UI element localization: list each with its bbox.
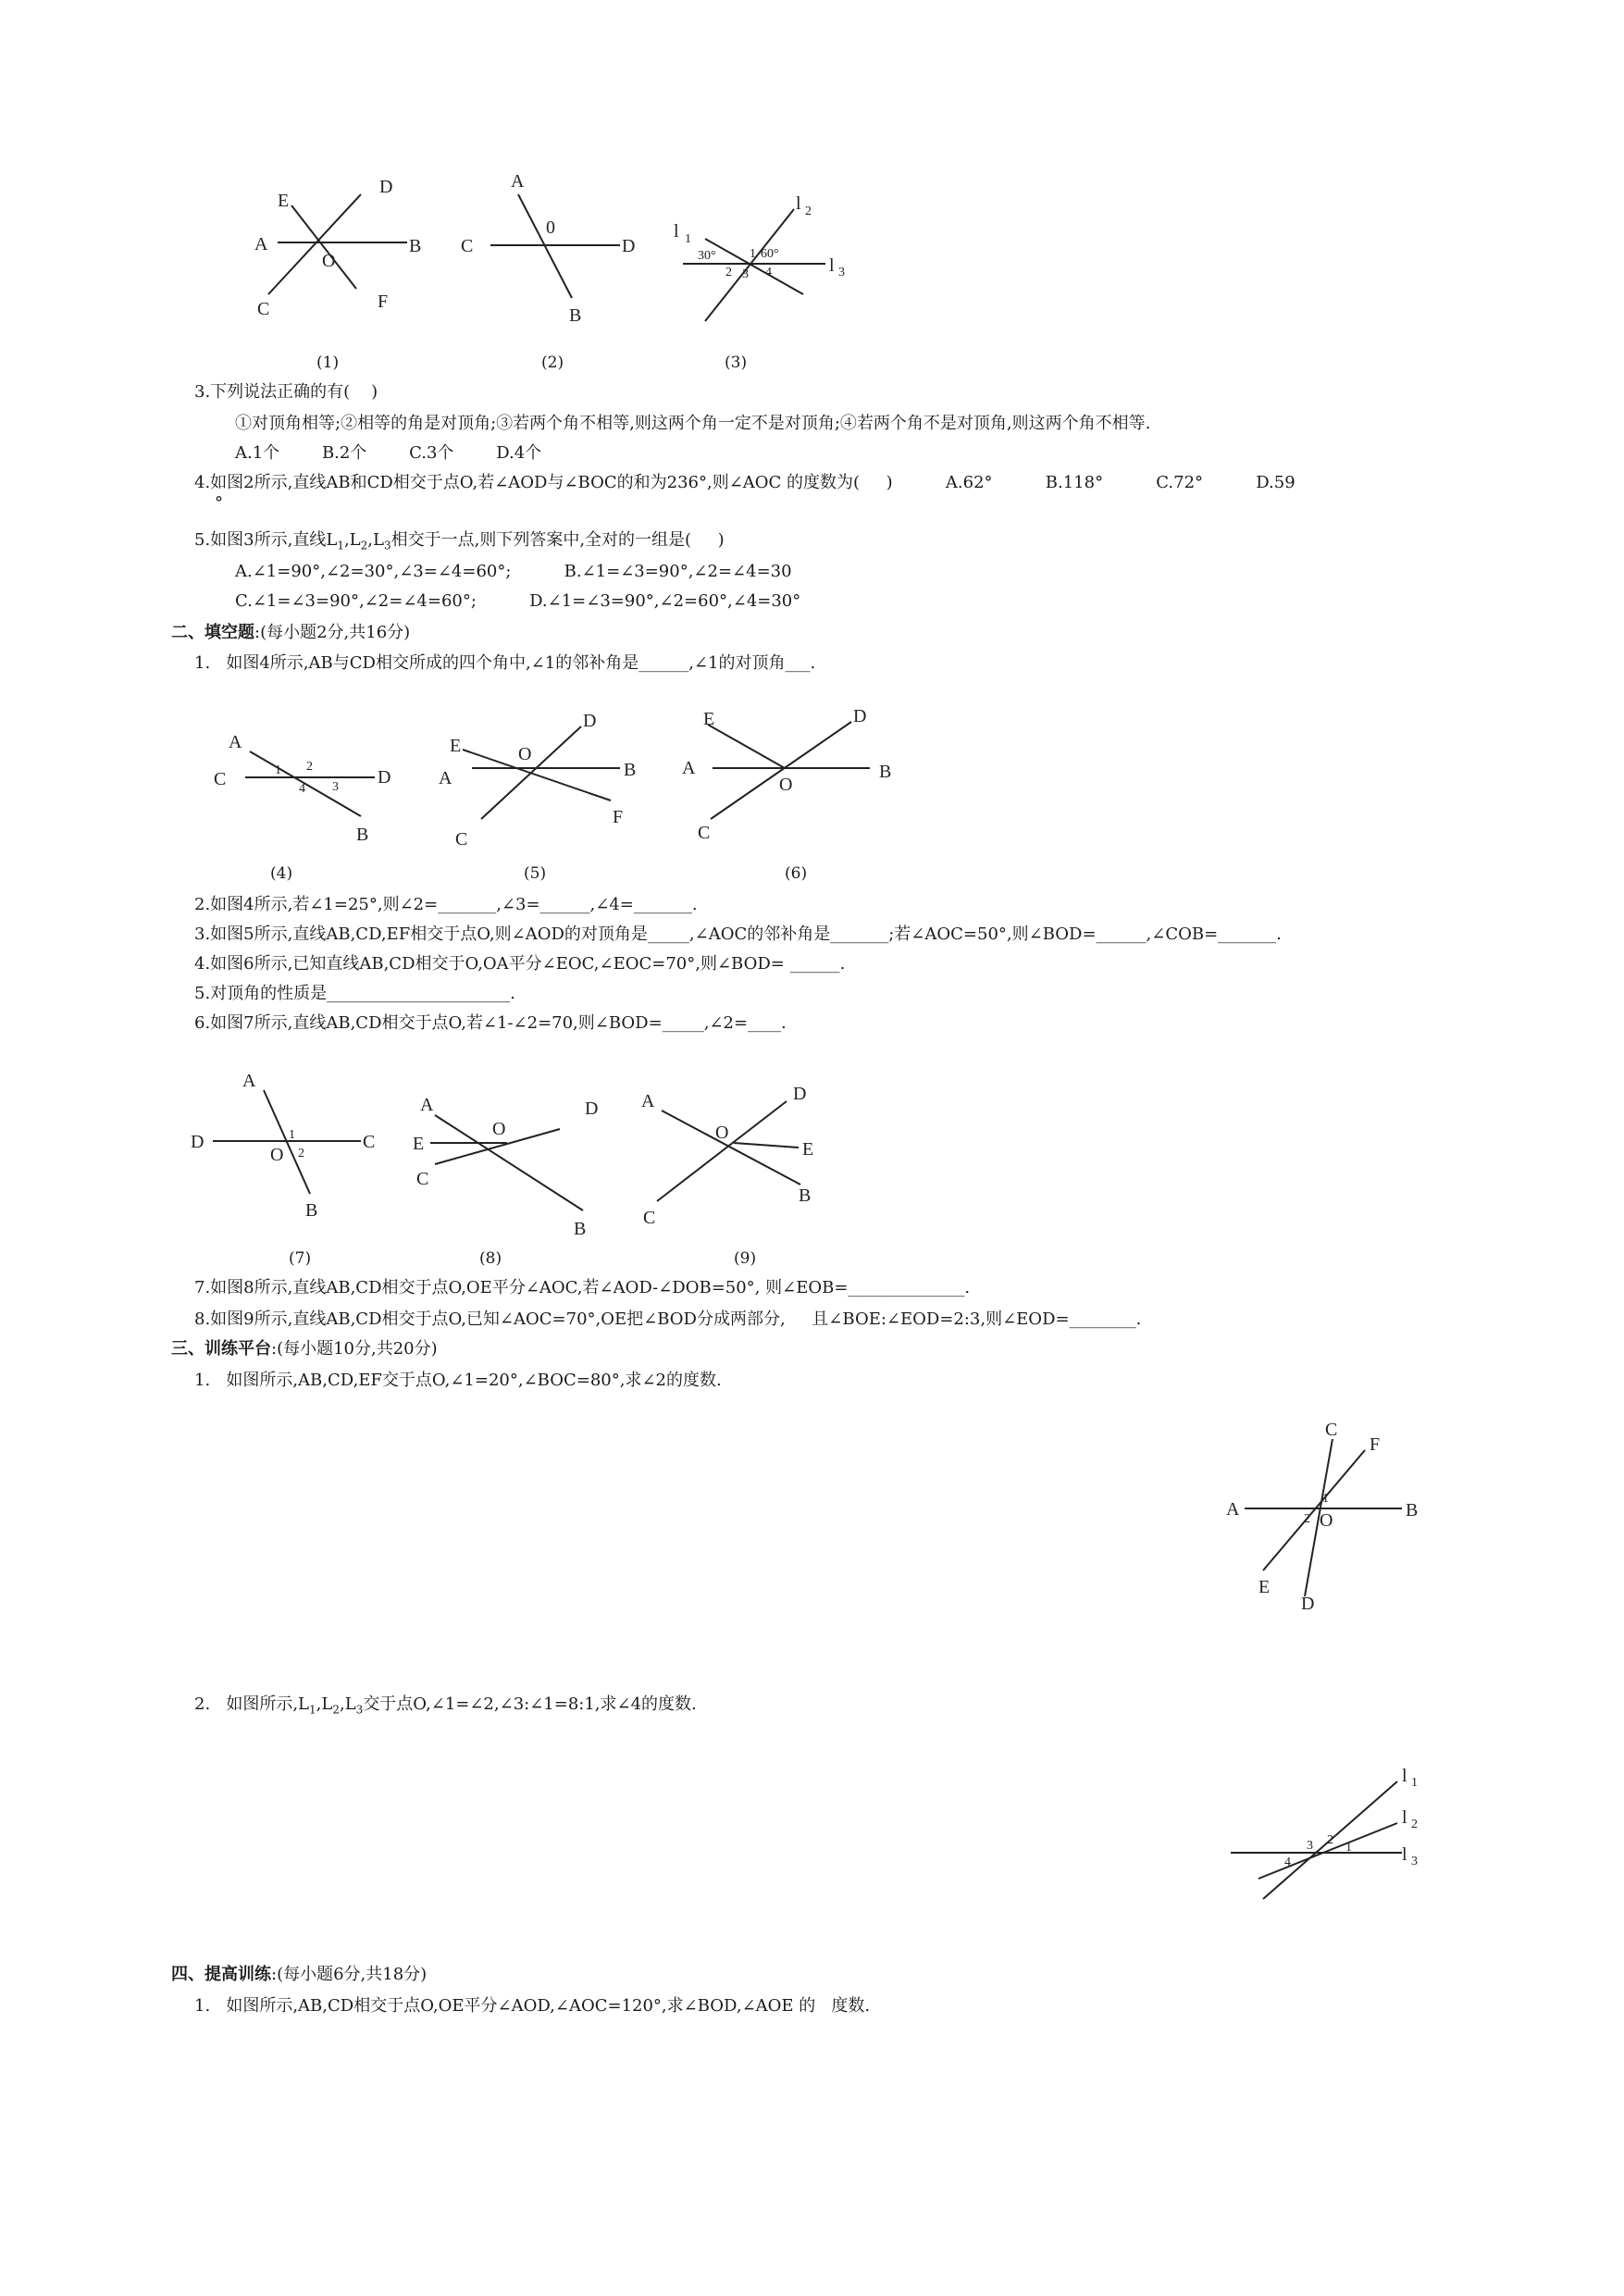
question-3-1: 1. 如图所示,AB,CD,EF交于点O,∠1=20°,∠BOC=80°,求∠2的度数. <box>194 1371 722 1390</box>
question-1-3-options: A.1个 B.2个 C.3个 D.4个 <box>235 443 542 463</box>
label-l1: l <box>674 221 679 242</box>
figure-2 <box>453 167 638 324</box>
label-l1: l <box>1402 1766 1407 1786</box>
caption-9: (9) <box>734 1249 757 1268</box>
angle-60: 60° <box>761 247 779 261</box>
label-A: A <box>682 758 696 778</box>
caption-1: (1) <box>316 354 340 372</box>
q5-sub1: 1 <box>337 539 344 552</box>
label-E: E <box>413 1134 425 1154</box>
label-C: C <box>363 1132 376 1152</box>
angle-4: 4 <box>299 782 305 796</box>
question-2-1: 1. 如图4所示,AB与CD相交所成的四个角中,∠1的邻补角是______,∠1的对顶角___. <box>194 653 816 673</box>
figure-8 <box>407 1083 629 1240</box>
angle-2: 2 <box>725 266 732 279</box>
question-2-4: 4.如图6所示,已知直线AB,CD相交于O,OA平分∠EOC,∠EOC=70°,则∠BOD= ______. <box>194 954 846 974</box>
question-3-2 <box>194 1694 697 1721</box>
q3-2-sub1: 1 <box>309 1703 316 1717</box>
label-C: C <box>643 1208 656 1228</box>
label-A: A <box>242 1071 256 1091</box>
label-l3-sub: 3 <box>1411 1855 1418 1868</box>
question-1-5-cd: C.∠1=∠3=90°,∠2=∠4=60°; D.∠1=∠3=90°,∠2=60°,∠4=30° <box>235 591 801 611</box>
label-l2: l <box>1402 1807 1407 1828</box>
label-D: D <box>378 767 391 788</box>
label-l3: l <box>1402 1844 1407 1865</box>
label-O: O <box>1320 1510 1333 1531</box>
label-O: O <box>322 251 336 271</box>
label-B: B <box>569 305 582 326</box>
label-B: B <box>409 236 422 256</box>
q3-2-sub2: 2 <box>332 1703 340 1717</box>
label-E: E <box>703 709 715 729</box>
section-3-title: 三、训练平台 <box>171 1339 271 1359</box>
question-2-6: 6.如图7所示,直线AB,CD相交于点O,若∠1-∠2=70,则∠BOD=_____,∠2=____. <box>194 1013 787 1033</box>
caption-3: (3) <box>725 354 748 372</box>
section-4-score: :(每小题6分,共18分) <box>271 1965 428 1984</box>
label-A: A <box>641 1091 655 1111</box>
angle-30: 30° <box>698 249 716 263</box>
label-F: F <box>613 807 624 827</box>
q3-2-m2: ,L <box>339 1694 356 1714</box>
label-B: B <box>799 1185 812 1206</box>
label-A: A <box>254 234 268 254</box>
label-E: E <box>450 736 462 756</box>
question-2-8: 8.如图9所示,直线AB,CD相交于点O,已知∠AOC=70°,OE把∠BOD分成两部分, 且∠BOE:∠EOD=2:3,则∠EOD=________. <box>194 1309 1142 1329</box>
caption-6: (6) <box>785 864 808 883</box>
label-D: D <box>379 177 393 197</box>
label-l2-sub: 2 <box>805 205 812 218</box>
label-l1-sub: 1 <box>685 232 691 246</box>
figure-6 <box>666 694 907 851</box>
label-l3: l <box>829 255 835 276</box>
label-D: D <box>853 706 867 726</box>
label-B: B <box>879 762 892 782</box>
q3-2-pre: 2. 如图所示,L <box>194 1694 310 1714</box>
figure-3 <box>666 176 870 333</box>
label-l3-sub: 3 <box>838 266 845 279</box>
section-3-heading <box>171 1338 438 1360</box>
label-A: A <box>229 732 242 752</box>
section-2-heading <box>171 622 410 644</box>
angle-1: 1 <box>750 247 756 261</box>
label-D: D <box>1301 1594 1315 1614</box>
figure-5 <box>435 699 657 856</box>
label-D: D <box>793 1084 807 1104</box>
figure-1 <box>241 167 444 324</box>
label-O: O <box>518 744 532 764</box>
question-1-5-ab: A.∠1=90°,∠2=30°,∠3=∠4=60°; B.∠1=∠3=90°,∠2=∠4=30 <box>235 562 792 581</box>
caption-8: (8) <box>479 1249 502 1268</box>
angle-4: 4 <box>765 266 772 279</box>
angle-2: 2 <box>298 1147 304 1160</box>
label-D: D <box>585 1098 599 1119</box>
label-B: B <box>305 1200 318 1221</box>
q5-pre: 5.如图3所示,直线L <box>194 530 338 550</box>
question-2-3: 3.如图5所示,直线AB,CD,EF相交于点O,则∠AOD的对顶角是_____,∠AOC的邻补角是_______;若∠AOC=50°,则∠BOD=______,∠COB=_______. <box>194 925 1282 944</box>
label-B: B <box>624 760 637 780</box>
angle-1: 1 <box>1322 1492 1329 1506</box>
q5-sub2: 2 <box>360 539 368 552</box>
question-4-1: 1. 如图所示,AB,CD相交于点O,OE平分∠AOD,∠AOC=120°,求∠BOD,∠AOE 的 度数. <box>194 1996 871 2016</box>
figure-7 <box>185 1064 398 1231</box>
q3-2-post: 交于点O,∠1=∠2,∠3:∠1=8:1,求∠4的度数. <box>363 1694 697 1714</box>
question-1-3-items: ①对顶角相等;②相等的角是对顶角;③若两个角不相等,则这两个角一定不是对顶角;④若两个角不是对顶角,则这两个角不相等. <box>235 414 1151 433</box>
label-B: B <box>356 825 369 845</box>
label-C: C <box>257 299 270 319</box>
label-D: D <box>191 1132 205 1152</box>
label-C: C <box>416 1169 429 1189</box>
label-C: C <box>455 829 468 850</box>
angle-2: 2 <box>1327 1833 1333 1847</box>
label-E: E <box>1258 1577 1271 1597</box>
label-l1-sub: 1 <box>1411 1776 1418 1790</box>
section-2-title: 二、填空题 <box>171 623 254 642</box>
label-A: A <box>439 768 452 788</box>
label-D: D <box>622 236 636 256</box>
label-O: O <box>779 775 793 795</box>
angle-3: 3 <box>332 780 339 794</box>
section-3-score: :(每小题10分,共20分) <box>271 1339 438 1359</box>
q5-m2: ,L <box>367 530 384 550</box>
label-l2: l <box>796 193 801 214</box>
label-O: O <box>492 1119 506 1139</box>
label-C: C <box>214 769 227 789</box>
section-2-score: :(每小题2分,共16分) <box>254 623 411 642</box>
label-C: C <box>1325 1420 1338 1440</box>
q5-m1: ,L <box>343 530 361 550</box>
q3-2-m1: ,L <box>316 1694 333 1714</box>
caption-2: (2) <box>541 354 564 372</box>
question-2-5: 5.对顶角的性质是______________________. <box>194 984 515 1003</box>
angle-3: 3 <box>1307 1839 1313 1853</box>
question-1-5 <box>194 529 725 557</box>
angle-1: 1 <box>289 1128 295 1142</box>
angle-1: 1 <box>1345 1841 1352 1855</box>
question-2-7: 7.如图8所示,直线AB,CD相交于点O,OE平分∠AOC,若∠AOD-∠DOB=50°, 则∠EOB=______________. <box>194 1278 971 1297</box>
label-E: E <box>802 1139 814 1160</box>
question-1-4: 4.如图2所示,直线AB和CD相交于点O,若∠AOD与∠BOC的和为236°,则∠AOC 的度数为( ) A.62° B.118° C.72° D.59 <box>194 473 1295 492</box>
q5-sub3: 3 <box>383 539 391 552</box>
q5-post: 相交于一点,则下列答案中,全对的一组是( ) <box>391 530 725 550</box>
caption-7: (7) <box>289 1249 312 1268</box>
label-A: A <box>420 1095 434 1115</box>
angle-2: 2 <box>306 760 313 774</box>
figure-training-1 <box>1217 1411 1439 1624</box>
label-A: A <box>511 171 525 192</box>
label-F: F <box>1370 1434 1381 1455</box>
label-O: O <box>270 1145 284 1165</box>
caption-5: (5) <box>524 864 547 883</box>
section-4-title: 四、提高训练 <box>171 1965 271 1984</box>
figure-4 <box>208 713 403 851</box>
angle-3: 3 <box>742 267 749 281</box>
label-l2-sub: 2 <box>1411 1818 1418 1831</box>
question-1-4-cont: ° <box>215 493 223 513</box>
question-2-2: 2.如图4所示,若∠1=25°,则∠2=_______,∠3=______,∠4=_______. <box>194 895 698 914</box>
label-E: E <box>278 191 290 211</box>
figure-9 <box>634 1074 856 1240</box>
label-O: O <box>715 1123 729 1143</box>
caption-4: (4) <box>270 864 293 883</box>
question-1-3: 3.下列说法正确的有( ) <box>194 382 378 402</box>
label-B: B <box>574 1219 587 1239</box>
label-C: C <box>461 236 474 256</box>
label-F: F <box>378 292 389 312</box>
angle-2: 2 <box>1304 1512 1310 1526</box>
label-A: A <box>1226 1499 1240 1520</box>
angle-4: 4 <box>1284 1855 1291 1869</box>
section-4-heading <box>171 1964 427 1986</box>
label-O: 0 <box>546 217 555 238</box>
q3-2-sub3: 3 <box>355 1703 364 1717</box>
angle-1: 1 <box>275 763 281 777</box>
figure-training-2 <box>1221 1740 1444 1906</box>
label-C: C <box>698 823 711 843</box>
label-B: B <box>1406 1500 1419 1520</box>
label-D: D <box>583 711 597 731</box>
